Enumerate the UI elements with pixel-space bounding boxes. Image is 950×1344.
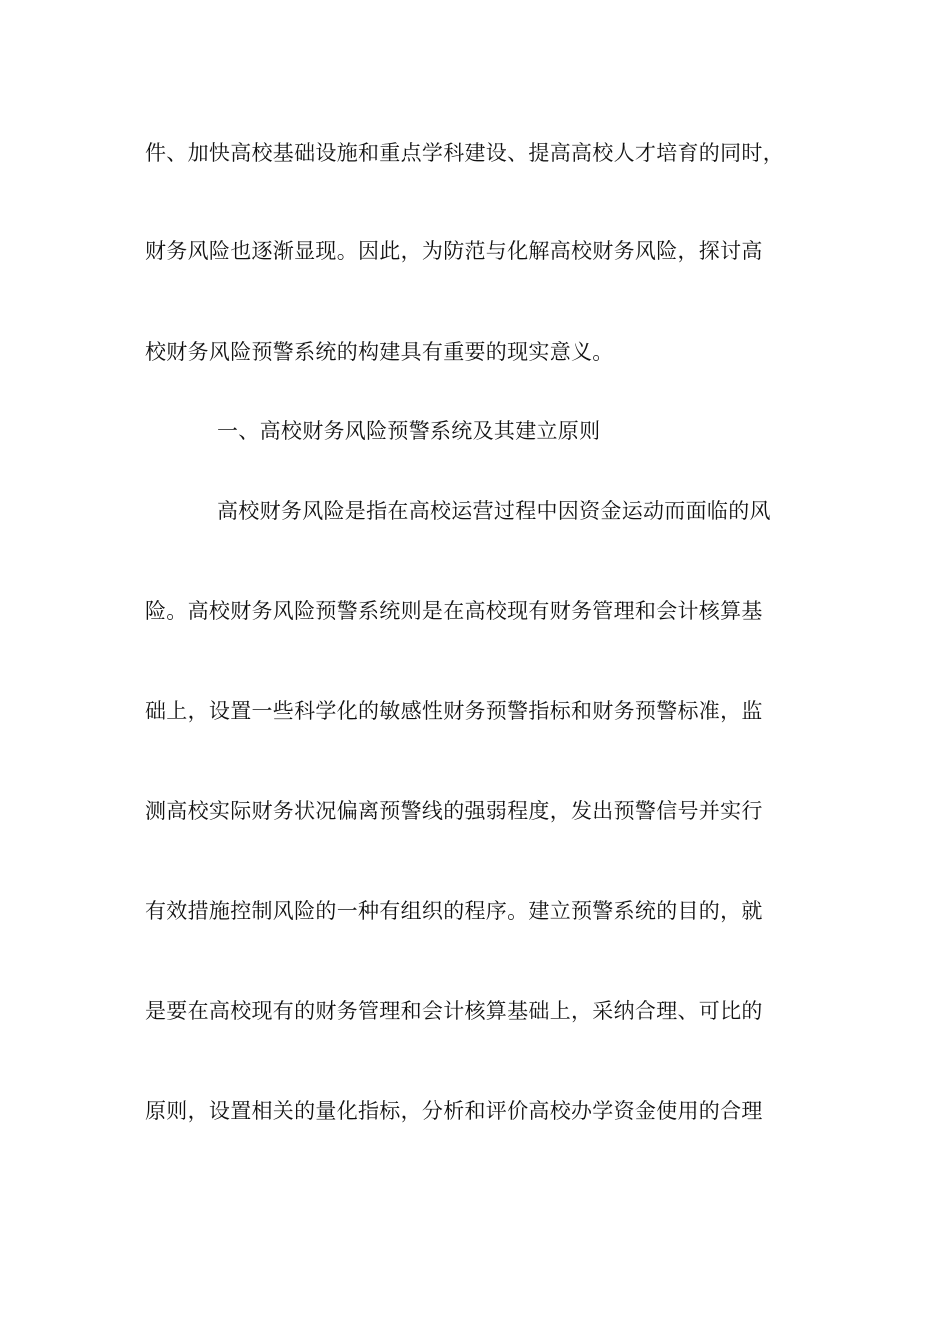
text-line: 有效措施控制风险的一种有组织的程序。建立预警系统的目的，就	[145, 899, 763, 923]
text-line: 是要在高校现有的财务管理和会计核算基础上，采纳合理、可比的	[145, 999, 763, 1023]
text-line: 校财务风险预警系统的构建具有重要的现实意义。	[145, 340, 614, 364]
text-line: 高校财务风险是指在高校运营过程中因资金运动而面临的风	[217, 499, 771, 523]
text-line: 测高校实际财务状况偏离预警线的强弱程度，发出预警信号并实行	[145, 799, 763, 823]
text-line: 础上，设置一些科学化的敏感性财务预警指标和财务预警标准，监	[145, 699, 763, 723]
text-line: 财务风险也逐渐显现。因此，为防范与化解高校财务风险，探讨高	[145, 239, 763, 263]
text-line: 件、加快高校基础设施和重点学科建设、提高高校人才培育的同时，	[145, 141, 784, 165]
text-line: 原则，设置相关的量化指标，分析和评价高校办学资金使用的合理	[145, 1099, 763, 1123]
section-heading: 一、高校财务风险预警系统及其建立原则	[217, 419, 601, 443]
text-line: 险。高校财务风险预警系统则是在高校现有财务管理和会计核算基	[145, 599, 763, 623]
